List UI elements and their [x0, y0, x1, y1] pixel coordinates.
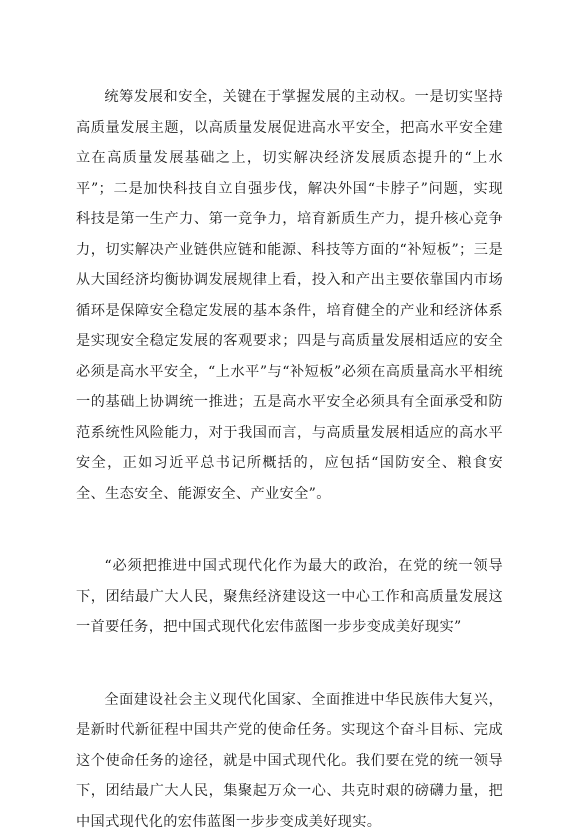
- body-paragraph-development-security: 统筹发展和安全，关键在于掌握发展的主动权。一是切实坚持高质量发展主题，以高质量发展促进高水平安全，把高水平安全建立在高质量发展基础之上，切实解决经济发展质态提升的“上水平”；二是加快科技自立自强步伐，解决外国“卡脖子”问题，实现科技是第一生产力、第一竞争力，培育新质生产力，提升核心竞争力，切实解决产业链供应链和能源、科技等方面的“补短板”；三是从大国经济均衡协调发展规律上看，投入和产出主要依靠国内市场循环是保障安全稳定发展的基本条件，培育健全的产业和经济体系是实现安全稳定发展的客观要求；四是与高质量发展相适应的安全必须是高水平安全，“上水平”与“补短板”必须在高质量高水平相统一的基础上协调统一推进；五是高水平安全必须具有全面承受和防范系统性风险能力，对于我国而言，与高质量发展相适应的高水平安全，正如习近平总书记所概括的，应包括“国防安全、粮食安全、生态安全、能源安全、产业安全”。: [76, 82, 503, 509]
- quote-paragraph: “必须把推进中国式现代化作为最大的政治，在党的统一领导下，团结最广大人民，聚焦经济建设这一中心工作和高质量发展这一首要任务，把中国式现代化宏伟蓝图一步步变成美好现实”: [76, 551, 503, 643]
- body-paragraph-modernization: 全面建设社会主义现代化国家、全面推进中华民族伟大复兴，是新时代新征程中国共产党的使命任务。实现这个奋斗目标、完成这个使命任务的途径，就是中国式现代化。我们要在党的统一领导下，团结最广大人民，集聚起万众一心、共克时艰的磅礴力量，把中国式现代化的宏伟蓝图一步步变成美好现实。: [76, 685, 503, 837]
